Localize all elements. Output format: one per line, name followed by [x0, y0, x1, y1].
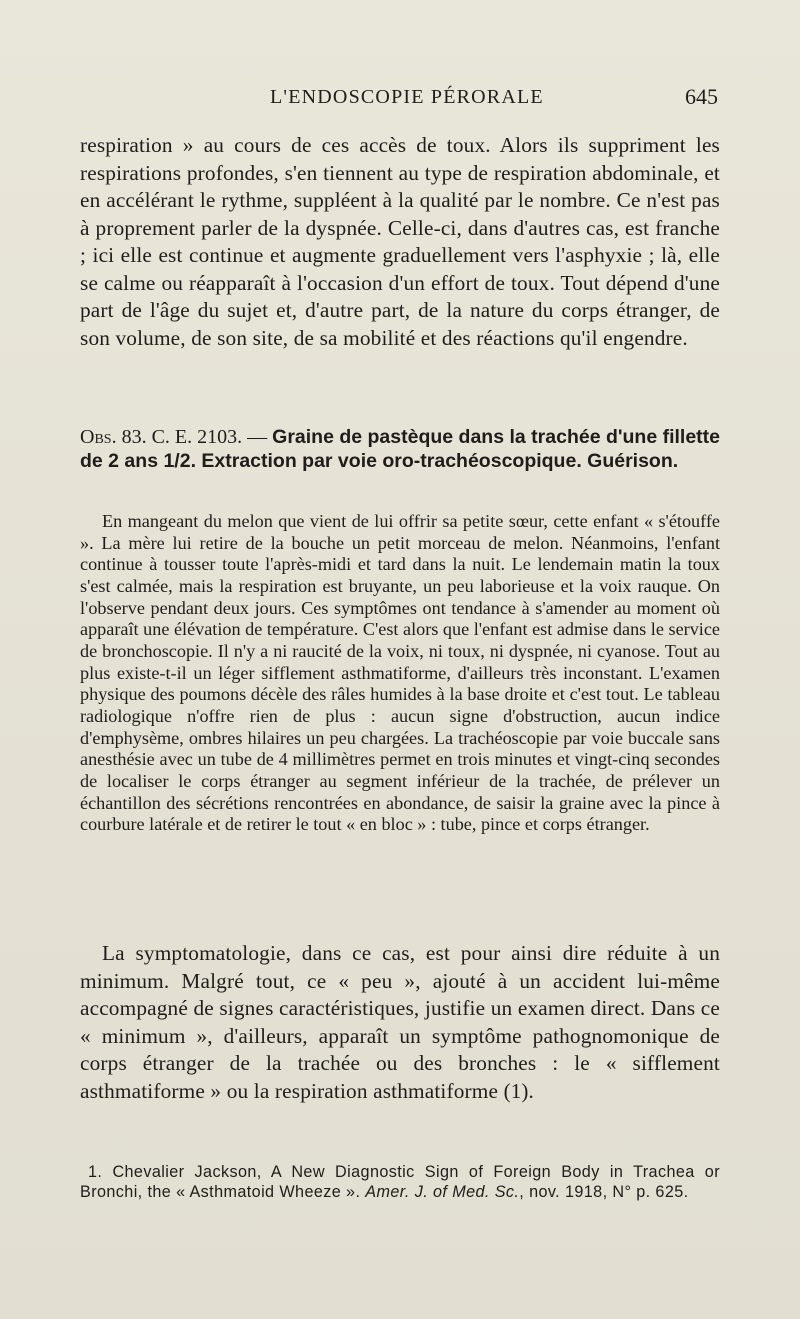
page-number: 645	[685, 84, 718, 109]
discussion-text: La symptomatologie, dans ce cas, est pour ainsi dire réduite à un minimum. Malgré tout, ce « peu », ajouté à un accident lui-même accompagné de signes caractéristiques, justifie un examen direct. Dans ce « minimum », d'ailleurs, apparaît un symptôme pathognomonique de corps étranger de la trachée ou des bronches : le « sifflement asthmatiforme » ou la respiration asthmatiforme	[80, 941, 720, 1103]
footnote-reference: (1).	[503, 1078, 534, 1103]
observation-body: En mangeant du melon que vient de lui offrir sa petite sœur, cette enfant « s'étouffe ». La mère lui retire de la bouche un petit morceau de melon. Néanmoins, l'enfant continue à tousser toute l'après-midi et tard dans la nuit. Le lendemain matin la toux s'est calmée, mais la respiration est bruyante, un peu laborieuse et la voix rauque. On l'observe pendant deux jours. Ces symptômes ont tendance à s'amender au moment où apparaît une élévation de température. C'est alors que l'enfant est admise dans le service de bronchoscopie. Il n'y a ni raucité de la voix, ni toux, ni dyspnée, ni cyanose. Tout au plus existe-t-il un léger sifflement asthmatiforme, d'ailleurs très inconstant. L'examen physique des poumons décèle des râles humides à la base droite et c'est tout. Le tableau radiologique n'offre rien de plus : aucun signe d'obstruction, aucun indice d'emphysème, ombres hilaires un peu chargées. La trachéoscopie par voie buccale sans anesthésie avec un tube de 4 millimètres permet en trois minutes et vingt-cinq secondes de localiser le corps étranger au segment inférieur de la trachée, de prélever un échantillon des sécrétions rencontrées en abondance, de saisir la graine avec la pince à courbure latérale et de retirer le tout « en bloc » : tube, pince et corps étranger.	[80, 511, 720, 835]
footnote-citation: 1. Chevalier Jackson, A New Diagnostic Sign of Foreign Body in Trachea or Bronchi, the « Asthmatoid Wheeze ».	[80, 1163, 720, 1201]
observation-title: Graine de pastèque dans la trachée d'une fillette de 2 ans 1/2. Extraction par voie oro-trachéoscopique. Guérison.	[80, 426, 721, 472]
running-title: L'ENDOSCOPIE PÉRORALE	[270, 86, 544, 108]
footnote	[80, 1163, 720, 1202]
observation-label: Obs. 83. C. E. 2103. —	[80, 426, 268, 448]
footnote-details: , nov. 1918, N° p. 625.	[519, 1182, 689, 1201]
footnote-journal: Amer. J. of Med. Sc.	[365, 1182, 520, 1201]
paragraph-continuation: respiration » au cours de ces accès de toux. Alors ils suppriment les respirations profondes, s'en tiennent au type de respiration abdominale, et en accélérant le rythme, suppléent à la qualité par le nombre. Ce n'est pas à proprement parler de la dyspnée. Celle-ci, dans d'autres cas, est franche ; ici elle est continue et augmente graduellement vers l'asphyxie ; là, elle se calme ou réapparaît à l'occasion d'un effort de toux. Tout dépend d'une part de l'âge du sujet et, d'autre part, de la nature du corps étranger, de son volume, de son site, de sa mobilité et des réactions qu'il engendre.	[80, 133, 720, 350]
page-header	[80, 86, 720, 116]
observation-heading	[80, 425, 720, 473]
paragraph-discussion	[80, 940, 720, 1105]
